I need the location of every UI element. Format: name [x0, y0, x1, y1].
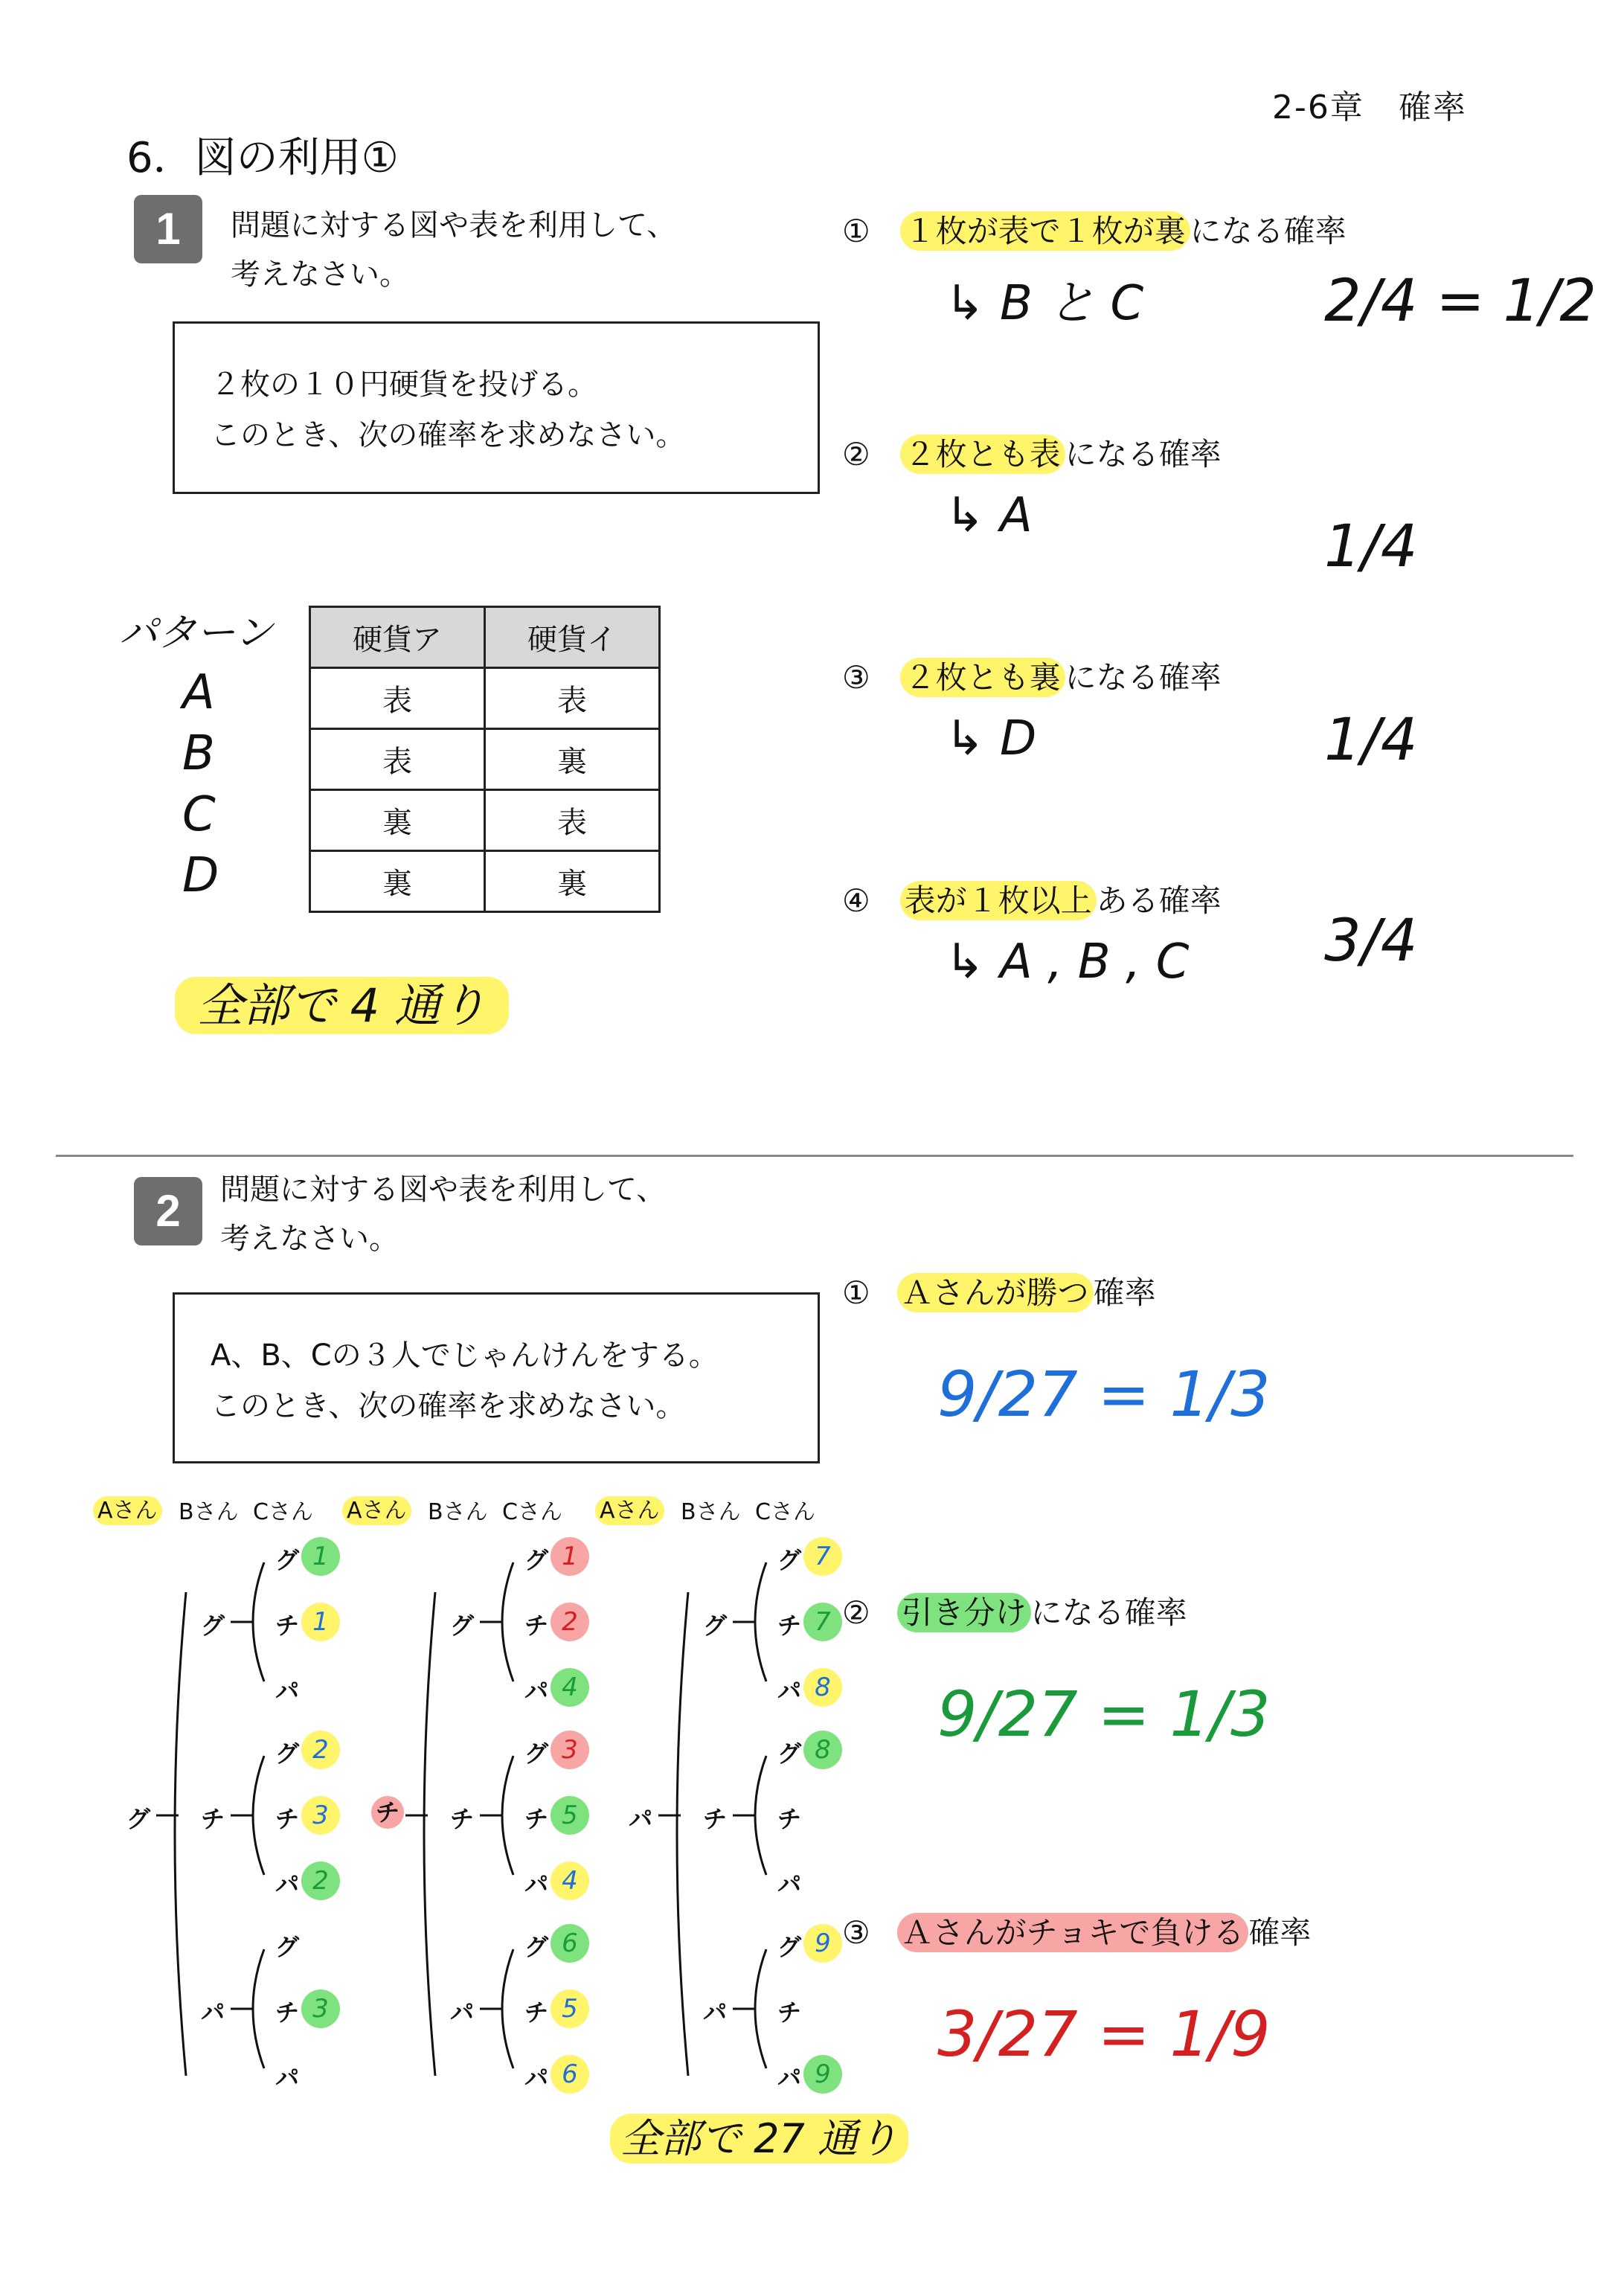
- tree-leaf-count: 5: [551, 1796, 589, 1835]
- tree-header-a-label: Aさん: [93, 1496, 162, 1525]
- tree-leaf-count: 4: [551, 1668, 589, 1707]
- q1-subquestion-highlight: １枚が表で１枚が裏: [900, 211, 1190, 251]
- q2-problem-line-1: A、B、Cの３人でじゃんけんをする。: [211, 1338, 719, 1373]
- q1-instruction-line-1: 問題に対する図や表を利用して、: [231, 208, 677, 243]
- tree-leaf-count: 2: [301, 1862, 340, 1900]
- q1-subquestion-number: ③: [842, 659, 870, 696]
- table-cell: 裏: [310, 851, 485, 912]
- tree-mid-node: チ: [450, 1805, 475, 1833]
- tree-leaf-count: 5: [551, 1989, 589, 2028]
- tree-header-a: [595, 1492, 664, 1524]
- table-cell: 表: [310, 729, 485, 790]
- tree-leaf-node: グ: [777, 1739, 802, 1768]
- tree-header-b: Bさん: [428, 1499, 488, 1525]
- tree-leaf-count: 1: [301, 1603, 340, 1641]
- tree-leaf-node: チ: [777, 1998, 802, 2027]
- q1-subquestion-text: になる確率: [1190, 213, 1347, 249]
- q2-subquestion-number: ②: [842, 1594, 870, 1631]
- table-cell: 表: [485, 790, 660, 851]
- tree-mid-node: グ: [201, 1612, 225, 1640]
- tree-leaf-count: 6: [551, 1924, 589, 1963]
- q2-subquestion-number: ①: [842, 1274, 870, 1311]
- page-title: 6．図の利用①: [126, 134, 399, 182]
- tree-mid-node: パ: [450, 1998, 475, 2027]
- tree-leaf-node: グ: [777, 1933, 802, 1961]
- tree-leaf-node: チ: [777, 1805, 802, 1833]
- q1-problem-line-1: ２枚の１０円硬貨を投げる。: [211, 368, 597, 402]
- chapter-label: 2-6章 確率: [1272, 89, 1467, 126]
- q1-total-text: 全部で 4 通り: [175, 977, 509, 1034]
- q2-instruction-line-1: 問題に対する図や表を利用して、: [220, 1173, 667, 1207]
- q1-subquestion-number: ④: [842, 882, 870, 919]
- pattern-label: パターン: [119, 611, 273, 655]
- tree-mid-branch: [755, 1562, 766, 1681]
- tree-leaf-count: 7: [803, 1537, 842, 1576]
- q1-subquestion-number: ①: [842, 213, 870, 249]
- q2-answer: 9/27 = 1/3: [937, 1358, 1271, 1431]
- tree-leaf-node: グ: [275, 1546, 300, 1574]
- tree-leaf-node: パ: [777, 2064, 802, 2092]
- q1-subquestion-note: ↳ A , B , C: [945, 934, 1190, 990]
- q1-subquestion-highlight: ２枚とも表: [900, 434, 1065, 474]
- tree-leaf-node: チ: [275, 1998, 300, 2027]
- q1-answer: 2/4 = 1/2: [1324, 268, 1597, 335]
- tree-leaf-count: 3: [301, 1796, 340, 1835]
- tree-leaf-node: チ: [524, 1612, 549, 1640]
- q1-subquestion-note: ↳ A: [945, 488, 1033, 543]
- tree-mid-node: グ: [450, 1612, 475, 1640]
- tree-mid-node: グ: [703, 1612, 728, 1640]
- tree-leaf-count: 2: [301, 1731, 340, 1769]
- q2-subquestion-highlight: Ａさんがチョキで負ける: [897, 1913, 1249, 1952]
- table-cell: 裏: [485, 729, 660, 790]
- tree-leaf-node: チ: [524, 1805, 549, 1833]
- tree-header-a: [93, 1492, 162, 1524]
- tree-leaf-node: パ: [777, 1870, 802, 1899]
- tree-leaf-count: 1: [301, 1537, 340, 1576]
- q2-subquestion: [842, 1269, 1156, 1313]
- tree-leaf-node: グ: [777, 1546, 802, 1574]
- q2-total: [610, 2107, 908, 2164]
- tree-mid-branch: [502, 1756, 513, 1875]
- tree-leaf-node: チ: [275, 1805, 300, 1833]
- tree-header-c: Cさん: [755, 1499, 815, 1525]
- tree-leaf-count: 8: [803, 1668, 842, 1707]
- q1-problem-line-2: このとき、次の確率を求めなさい。: [211, 418, 686, 452]
- tree-leaf-node: チ: [275, 1612, 300, 1640]
- q2-subquestion-number: ③: [842, 1914, 870, 1951]
- q2-problem-line-2: このとき、次の確率を求めなさい。: [211, 1389, 686, 1423]
- question-1-badge: 1: [134, 195, 202, 263]
- tree-leaf-node: グ: [524, 1739, 549, 1768]
- table-cell: 裏: [310, 790, 485, 851]
- table-cell: 表: [310, 668, 485, 729]
- tree-header-a: [342, 1492, 411, 1524]
- q2-instruction-line-2: 考えなさい。: [220, 1222, 399, 1256]
- tree-leaf-node: パ: [524, 1677, 549, 1705]
- q1-subquestion-text: になる確率: [1065, 436, 1222, 472]
- table-cell: 表: [485, 668, 660, 729]
- table-header-coin-a: 硬貨ア: [310, 607, 485, 668]
- tree-leaf-node: パ: [524, 1870, 549, 1899]
- tree-leaf-node: グ: [275, 1739, 300, 1768]
- tree-leaf-count: 7: [803, 1603, 842, 1641]
- tree-leaf-node: パ: [777, 1677, 802, 1705]
- tree-root: グ: [126, 1805, 151, 1833]
- tree-root-branch: [677, 1592, 688, 2076]
- tree-mid-branch: [755, 1949, 766, 2068]
- tree-root-branch: [424, 1592, 435, 2076]
- tree-leaf-count: 4: [551, 1862, 589, 1900]
- tree-leaf-node: パ: [524, 2064, 549, 2092]
- tree-root-branch: [175, 1592, 186, 2076]
- q1-answer: 1/4: [1324, 513, 1418, 580]
- pattern-item: D: [182, 848, 219, 903]
- q2-total-text: 全部で 27 通り: [610, 2114, 908, 2164]
- q1-subquestion-highlight: ２枚とも裏: [900, 658, 1065, 697]
- q2-answer: 3/27 = 1/9: [937, 1998, 1271, 2071]
- tree-mid-node: パ: [703, 1998, 728, 2027]
- q2-subquestion-text: 確率: [1093, 1274, 1156, 1311]
- q1-subquestion-text: になる確率: [1065, 659, 1222, 696]
- tree-header-b: Bさん: [179, 1499, 239, 1525]
- q2-subquestion-highlight: Ａさんが勝つ: [897, 1273, 1094, 1312]
- pattern-item: B: [182, 726, 215, 781]
- tree-mid-branch: [502, 1949, 513, 2068]
- tree-leaf-node: グ: [524, 1933, 549, 1961]
- tree-header-c: Cさん: [502, 1499, 562, 1525]
- q1-answer: 1/4: [1324, 707, 1418, 774]
- tree-leaf-count: 1: [551, 1537, 589, 1576]
- tree-leaf-node: グ: [275, 1933, 300, 1961]
- tree-leaf-node: チ: [524, 1998, 549, 2027]
- tree-header-a-label: Aさん: [595, 1496, 664, 1525]
- tree-mid-branch: [755, 1756, 766, 1875]
- tree-leaf-node: チ: [777, 1612, 802, 1640]
- q1-instruction-line-2: 考えなさい。: [231, 257, 409, 292]
- tree-leaf-count: 9: [803, 2055, 842, 2094]
- tree-mid-node: チ: [703, 1805, 728, 1833]
- tree-root: チ: [371, 1796, 404, 1829]
- q2-answer: 9/27 = 1/3: [937, 1678, 1271, 1751]
- tree-leaf-node: パ: [275, 2064, 300, 2092]
- tree-mid-branch: [502, 1562, 513, 1681]
- q1-subquestion-highlight: 表が１枚以上: [900, 881, 1097, 920]
- tree-mid-node: パ: [201, 1998, 225, 2027]
- tree-leaf-count: 3: [301, 1989, 340, 2028]
- q1-subquestion-number: ②: [842, 436, 870, 472]
- q1-subquestion-note: ↳ D: [945, 711, 1037, 766]
- q1-subquestion-note: ↳ B と C: [945, 276, 1144, 331]
- pattern-item: C: [182, 787, 216, 842]
- q2-subquestion-text: になる確率: [1030, 1594, 1187, 1631]
- table-header-coin-b: 硬貨イ: [485, 607, 660, 668]
- pattern-item: A: [182, 665, 215, 720]
- table-cell: 裏: [485, 851, 660, 912]
- tree-mid-branch: [253, 1562, 264, 1681]
- tree-header-c: Cさん: [253, 1499, 313, 1525]
- q2-subquestion-highlight: 引き分け: [897, 1593, 1031, 1632]
- tree-leaf-node: パ: [275, 1870, 300, 1899]
- q2-subquestion-text: 確率: [1248, 1914, 1312, 1951]
- tree-leaf-count: 3: [551, 1731, 589, 1769]
- question-2-badge: 2: [134, 1177, 202, 1245]
- q1-answer: 3/4: [1324, 908, 1418, 975]
- q1-subquestion-text: ある確率: [1096, 882, 1222, 919]
- tree-mid-branch: [253, 1756, 264, 1875]
- tree-leaf-node: パ: [275, 1677, 300, 1705]
- tree-leaf-count: 2: [551, 1603, 589, 1641]
- tree-leaf-count: 9: [803, 1924, 842, 1963]
- tree-header-a-label: Aさん: [342, 1496, 411, 1525]
- tree-leaf-count: 6: [551, 2055, 589, 2094]
- tree-mid-branch: [253, 1949, 264, 2068]
- q2-subquestion: [842, 1908, 1311, 1953]
- tree-header-b: Bさん: [681, 1499, 741, 1525]
- q2-subquestion: [842, 1588, 1187, 1633]
- tree-mid-node: チ: [201, 1805, 225, 1833]
- tree-leaf-count: 8: [803, 1731, 842, 1769]
- tree-root: パ: [629, 1805, 653, 1833]
- tree-leaf-node: グ: [524, 1546, 549, 1574]
